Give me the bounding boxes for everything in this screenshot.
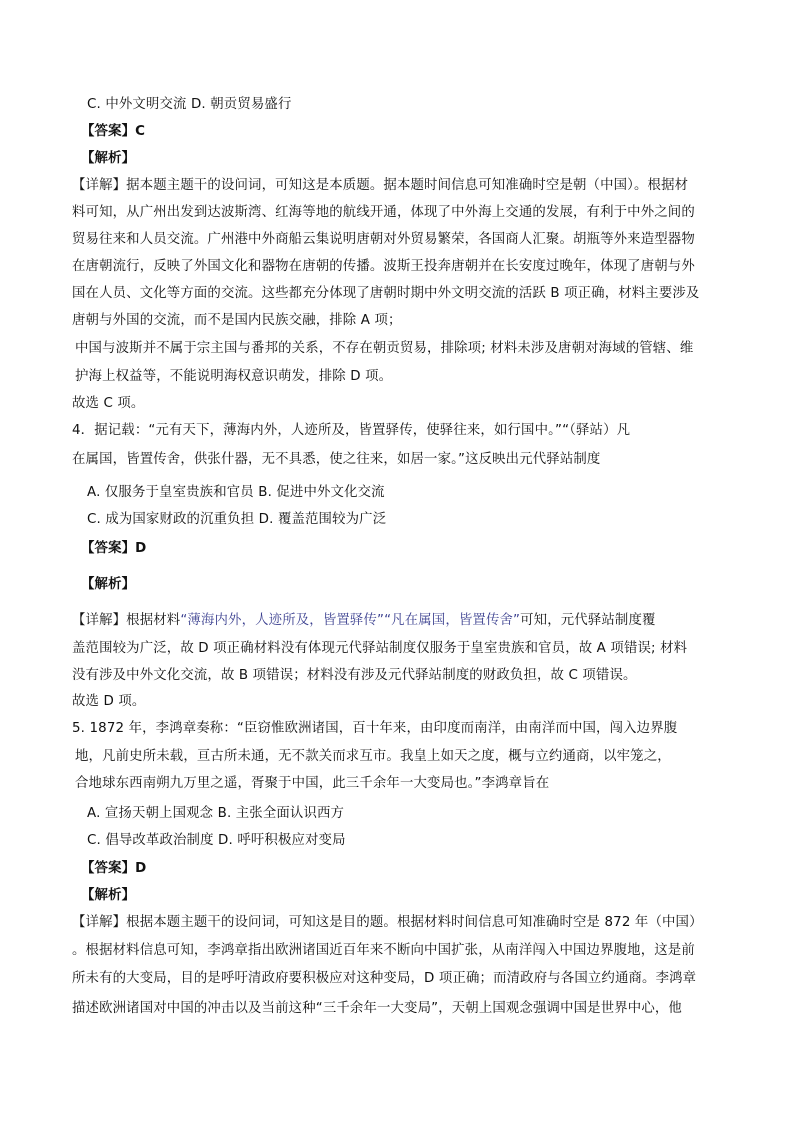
q5-analysis-label: 【解析】 <box>81 888 136 903</box>
q5-detail-line: 【详解】根据本题主题干的设问词，可知这是目的题。根据材料时间信息可知准确时空是 872 年（中国） <box>72 915 703 930</box>
q3-detail-line: 国在人员、文化等方面的交流。这些都充分体现了唐朝时期中外文明交流的活跃 B 项正确，材料主要涉及 <box>72 286 700 301</box>
q4-conclusion: 故选 D 项。 <box>72 694 146 709</box>
q4-detail-suffix: 可知，元代驿站制度覆 <box>520 613 656 628</box>
q4-stem-line: 在属国，皆置传舍，供张什器，无不具悉，使之往来，如居一家。”这反映出元代驿站制度 <box>72 452 601 467</box>
q3-options-cd: C. 中外文明交流 D. 朝贡贸易盛行 <box>87 97 292 112</box>
q4-detail-prefix: 【详解】根据材料 <box>72 613 181 628</box>
q4-stem-line: 4．据记载：“元有天下，薄海内外，人迹所及，皆置驿传，使驿往来，如行国中。”“（驿站）凡 <box>72 423 631 438</box>
q5-detail-line: 所未有的大变局，目的是呼吁清政府要积极应对这种变局，D 项正确；而清政府与各国立约通商。李鸿章 <box>72 971 697 986</box>
q5-stem-line: 地，凡前史所未载，亘古所未通，无不款关而求互市。我皇上如天之度，概与立约通商，以牢笼之， <box>75 749 671 764</box>
q4-options-ab: A. 仅服务于皇室贵族和官员 B. 促进中外文化交流 <box>87 485 385 500</box>
q4-options-cd: C. 成为国家财政的沉重负担 D. 覆盖范围较为广泛 <box>87 512 387 527</box>
q5-stem-line: 合地球东西南朔九万里之遥，胥聚于中国，此三千余年一大变局也。”李鸿章旨在 <box>75 776 550 791</box>
q3-detail-line: 贸易往来和人员交流。广州港中外商船云集说明唐朝对外贸易繁荣，各国商人汇聚。胡瓶等外来造型器物 <box>72 232 695 247</box>
q4-detail-quote: “凡在属国，皆置传舍” <box>384 613 521 628</box>
q3-detail-line: 在唐朝流行，反映了外国文化和器物在唐朝的传播。波斯王投奔唐朝并在长安度过晚年，体现了唐朝与外 <box>72 259 695 274</box>
q3-detail-line: 料可知，从广州出发到达波斯湾、红海等地的航线开通，体现了中外海上交通的发展，有利于中外之间的 <box>72 205 695 220</box>
q5-options-ab: A. 宣扬天朝上国观念 B. 主张全面认识西方 <box>87 806 345 821</box>
q4-detail-line <box>72 612 656 630</box>
q3-detail-line: 中国与波斯并不属于宗主国与番邦的关系，不存在朝贡贸易，排除项; 材料未涉及唐朝对海域的管辖、维 <box>75 341 694 356</box>
q4-detail-line: 没有涉及中外文化交流，故 B 项错误；材料没有涉及元代驿站制度的财政负担，故 C 项错误。 <box>72 668 637 683</box>
q3-conclusion: 故选 C 项。 <box>72 396 145 411</box>
q4-analysis-label: 【解析】 <box>81 577 136 592</box>
q5-stem-line: 5. 1872 年，李鸿章奏称：“臣窃惟欧洲诸国，百十年来，由印度而南洋，由南洋而中国，闯入边界腹 <box>72 721 678 736</box>
q5-detail-line: 描述欧洲诸国对中国的冲击以及当前这种“三千余年一大变局”，天朝上国观念强调中国是世界中心，他 <box>72 1001 682 1016</box>
q4-answer: 【答案】D <box>81 541 147 556</box>
q5-answer: 【答案】D <box>81 861 147 876</box>
q3-detail-line: 护海上权益等，不能说明海权意识萌发，排除 D 项。 <box>75 369 393 384</box>
q5-options-cd: C. 倡导改革政治制度 D. 呼吁积极应对变局 <box>87 833 346 848</box>
q3-analysis-label: 【解析】 <box>81 151 136 166</box>
q4-detail-quote: “薄海内外，人迹所及，皆置驿传” <box>180 613 385 628</box>
q5-detail-line: 。根据材料信息可知，李鸿章指出欧洲诸国近百年来不断向中国扩张，从南洋闯入中国边界腹地，这是前 <box>72 943 695 958</box>
q3-answer: 【答案】C <box>81 124 146 139</box>
q3-detail-line: 唐朝与外国的交流，而不是国内民族交融，排除 A 项； <box>72 313 402 328</box>
q3-detail-line: 【详解】据本题主题干的设问词，可知这是本质题。据本题时间信息可知准确时空是朝（中国）。根据材 <box>72 178 689 193</box>
q4-detail-line: 盖范围较为广泛，故 D 项正确材料没有体现元代驿站制度仅服务于皇室贵族和官员，故 A 项错误; 材料 <box>72 641 688 656</box>
